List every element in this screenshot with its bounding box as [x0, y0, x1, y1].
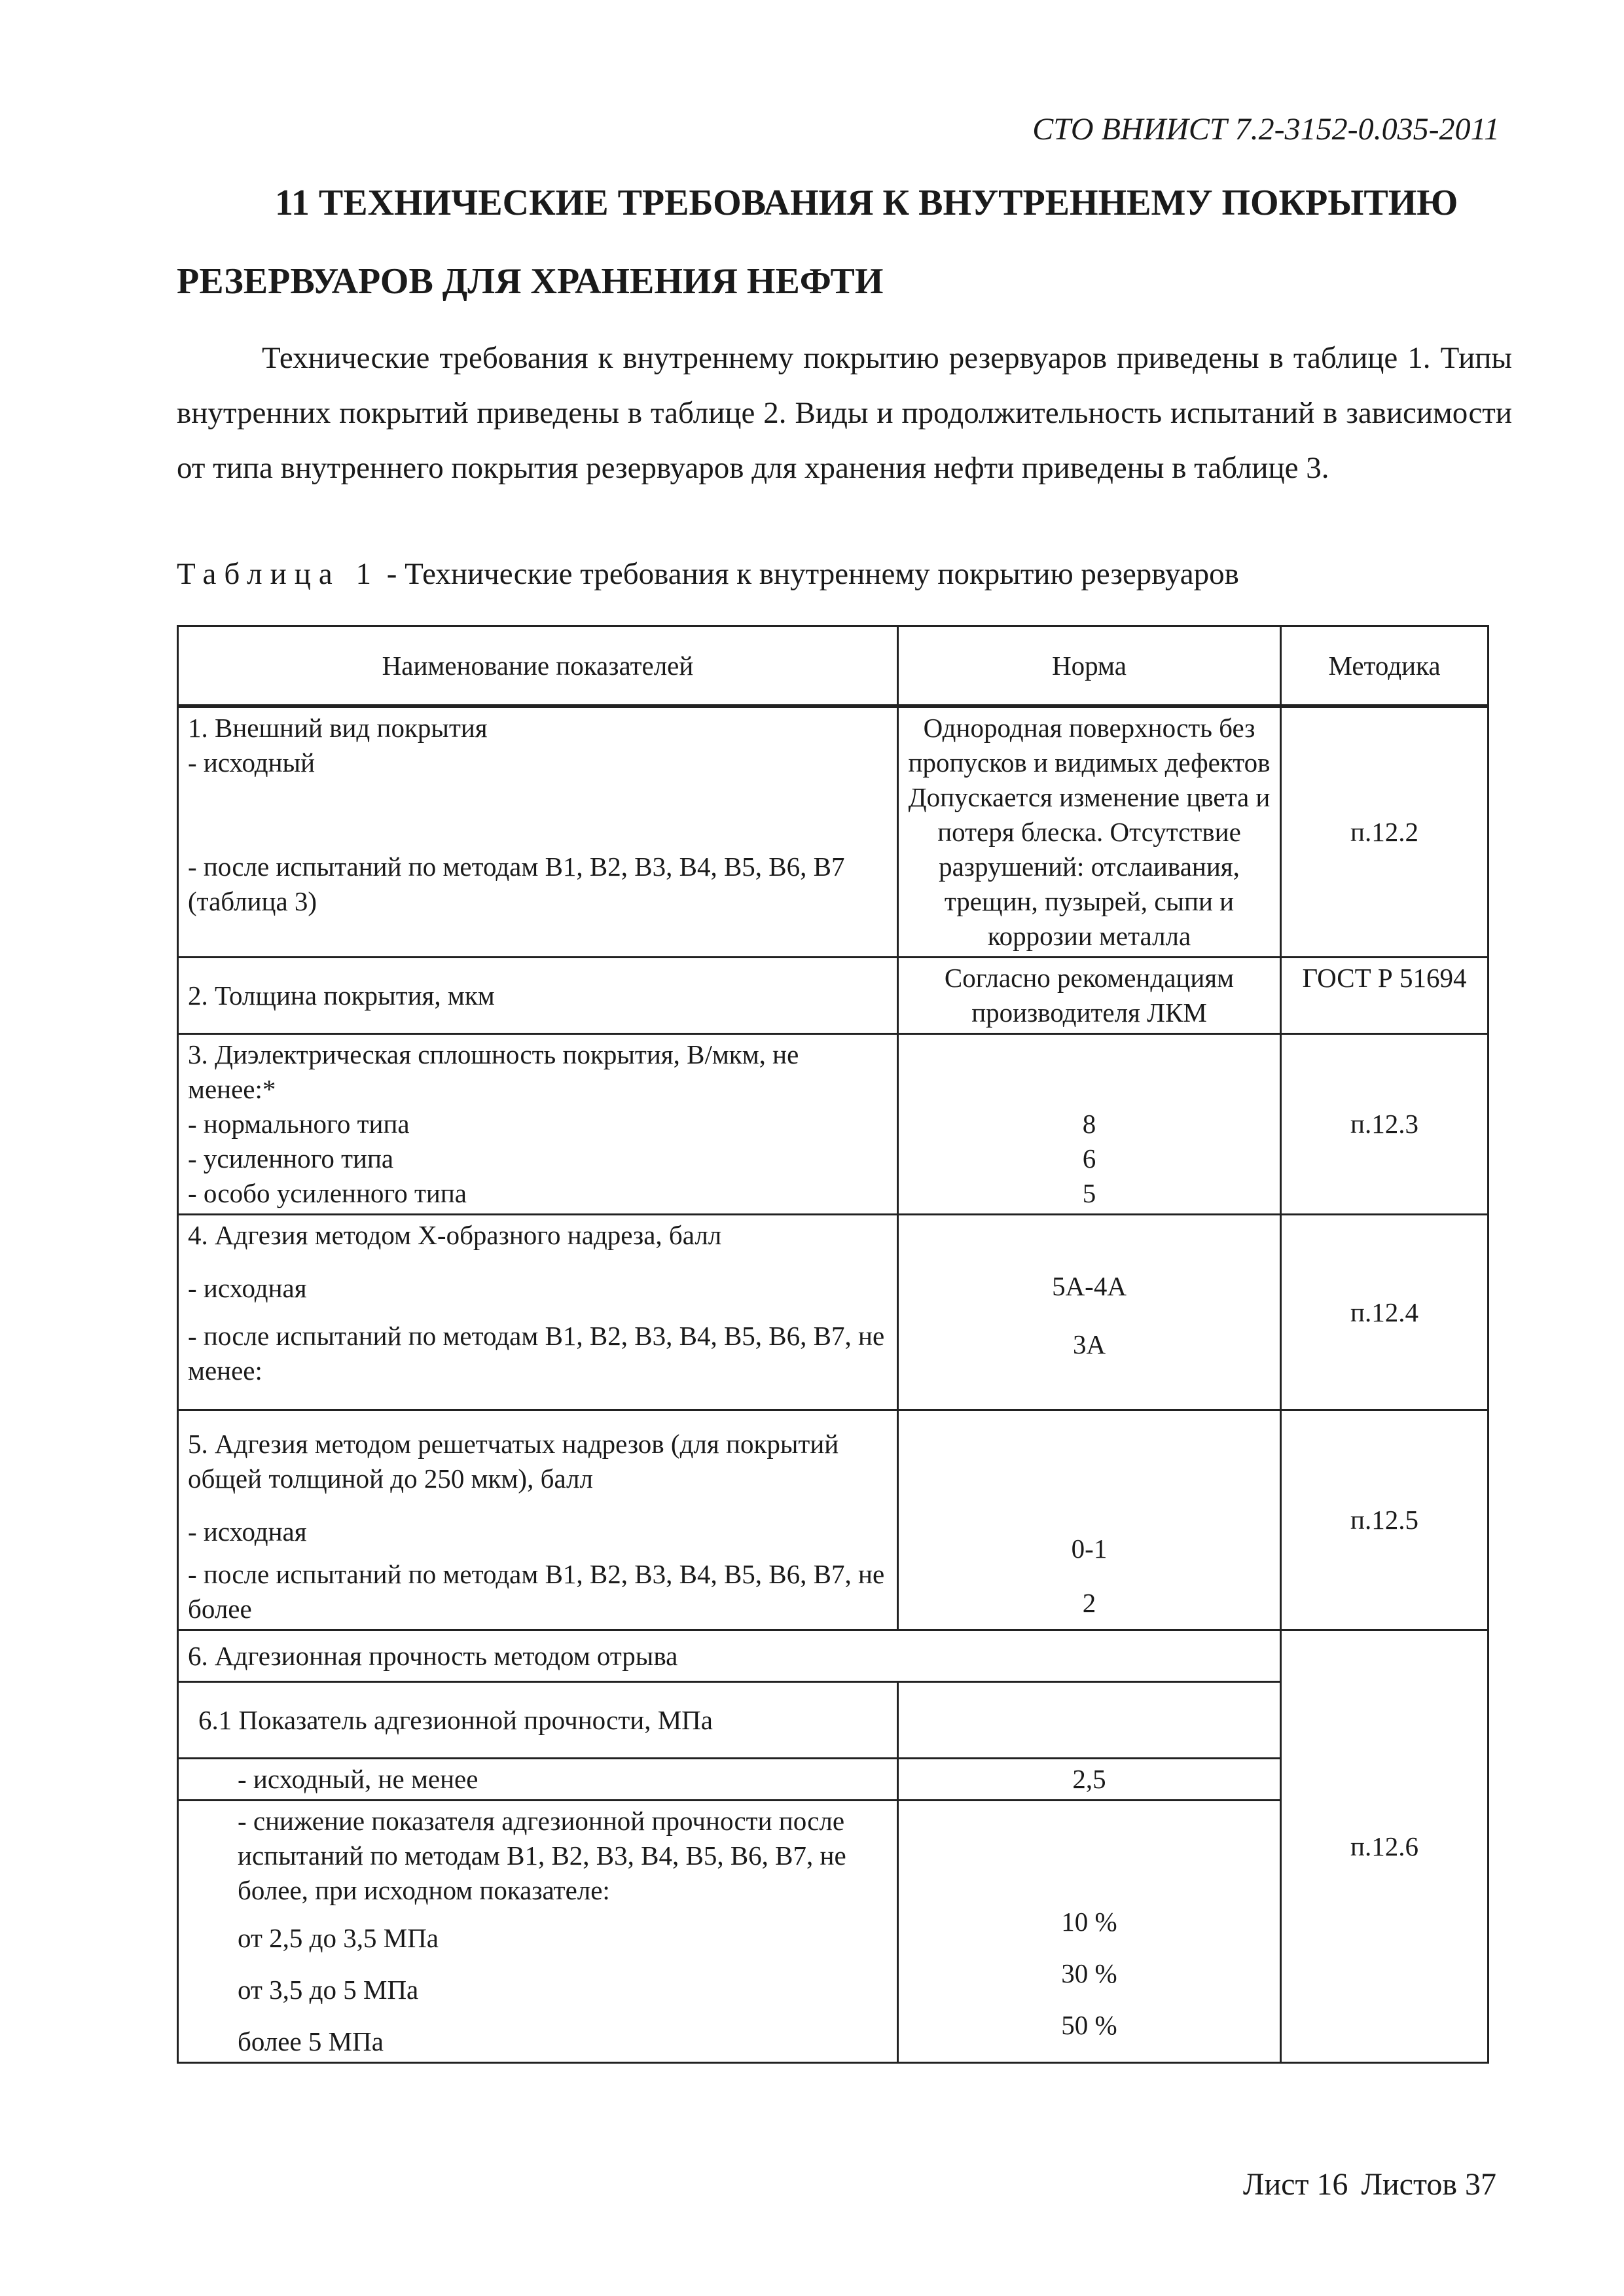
- table-row: [178, 706, 1489, 958]
- table-caption: [177, 556, 1239, 592]
- row3-sub-normal: - нормального типа: [188, 1109, 410, 1139]
- row3-sub-reinforced: - усиленного типа: [188, 1143, 394, 1174]
- table-header-row: [178, 626, 1489, 707]
- header-norm: Норма: [898, 626, 1281, 707]
- row1-method: п.12.2: [1281, 706, 1489, 958]
- requirements-table: [177, 625, 1489, 2064]
- row4-title: 4. Адгезия методом Х-образного надреза, балл: [188, 1220, 722, 1250]
- row5-title: 5. Адгезия методом решетчатых надрезов (для покрытий общей толщиной до 250 мкм), балл: [188, 1429, 839, 1494]
- row6-1-norm: [898, 1682, 1281, 1759]
- row6-range-2: от 3,5 до 5 МПа: [238, 1975, 419, 2005]
- row6-method: п.12.6: [1281, 1630, 1489, 2063]
- row5-method: п.12.5: [1281, 1410, 1489, 1630]
- row6-decrease-text: - снижение показателя адгезионной прочности после испытаний по методам В1, В2, В3, В4, В5, В6, В7, не более, при исходном показателе:: [238, 1806, 846, 1905]
- row3-val-normal: 8: [1082, 1109, 1096, 1139]
- row5-sub-initial: - исходная: [188, 1516, 307, 1547]
- row4-sub-initial: - исходная: [188, 1273, 307, 1303]
- row5-val-initial: 0-1: [1071, 1534, 1108, 1564]
- row6-val-2: 30 %: [1061, 1958, 1117, 1988]
- table-row: [178, 1034, 1489, 1215]
- row2-indicator: 2. Толщина покрытия, мкм: [178, 958, 898, 1034]
- row3-norm: [898, 1034, 1281, 1215]
- table-row: [178, 1215, 1489, 1410]
- row3-val-extra: 5: [1082, 1178, 1096, 1208]
- row6-initial-val: 2,5: [898, 1759, 1281, 1801]
- header-method: Методика: [1281, 626, 1489, 707]
- row1-title: 1. Внешний вид покрытия: [188, 713, 488, 743]
- table-caption-label: Таблица 1: [177, 557, 380, 591]
- table-row: [178, 1630, 1489, 1682]
- row6-range-1: от 2,5 до 3,5 МПа: [238, 1923, 439, 1953]
- row6-val-1: 10 %: [1061, 1907, 1117, 1937]
- row5-norm: [898, 1410, 1281, 1630]
- header-indicator: Наименование показателей: [178, 626, 898, 707]
- row1-norm-initial: Однородная поверхность без пропусков и видимых дефектов: [908, 713, 1271, 778]
- row2-norm: Согласно рекомендациям производителя ЛКМ: [898, 958, 1281, 1034]
- intro-paragraph: Технические требования к внутреннему покрытию резервуаров приведены в таблице 1. Типы внутренних покрытий приведены в таблице 2. Виды и продолжительность испытаний в зависимости от типа внутреннего покрытия резервуаров для хранения нефти приведены в таблице 3.: [177, 341, 1512, 485]
- section-title-line-1: 11 ТЕХНИЧЕСКИЕ ТРЕБОВАНИЯ К ВНУТРЕННЕМУ ПОКРЫТИЮ: [275, 183, 1458, 223]
- row6-val-3: 50 %: [1061, 2010, 1117, 2040]
- row4-val-initial: 5А-4А: [1052, 1271, 1127, 1301]
- row3-method: п.12.3: [1281, 1034, 1489, 1215]
- row2-method: ГОСТ Р 51694: [1281, 958, 1489, 1034]
- table-row: [178, 1410, 1489, 1630]
- section-title-line-2: РЕЗЕРВУАРОВ ДЛЯ ХРАНЕНИЯ НЕФТИ: [177, 261, 884, 302]
- row3-title: 3. Диэлектрическая сплошность покрытия, В/мкм, не менее:*: [188, 1039, 799, 1104]
- page-footer: [1230, 2166, 1496, 2202]
- row5-sub-after: - после испытаний по методам В1, В2, В3, В4, В5, В6, В7, не более: [188, 1559, 885, 1624]
- row4-sub-after: - после испытаний по методам В1, В2, В3, В4, В5, В6, В7, не менее:: [188, 1321, 885, 1386]
- row6-decrease: [178, 1801, 898, 2063]
- row4-val-after: 3А: [1072, 1329, 1106, 1359]
- table-row: [178, 958, 1489, 1034]
- row3-sub-extra: - особо усиленного типа: [188, 1178, 467, 1208]
- row1-sub-initial: - исходный: [188, 747, 316, 778]
- row5-val-after: 2: [1082, 1588, 1096, 1618]
- row6-title: 6. Адгезионная прочность методом отрыва: [178, 1630, 1281, 1682]
- row5-indicator: [178, 1410, 898, 1630]
- row6-initial: - исходный, не менее: [178, 1759, 898, 1801]
- row6-range-3: более 5 МПа: [238, 2026, 384, 2056]
- table-caption-text: - Технические требования к внутреннему покрытию резервуаров: [379, 557, 1239, 591]
- section-title: [177, 164, 1512, 321]
- row4-method: п.12.4: [1281, 1215, 1489, 1410]
- row6-decrease-vals: [898, 1801, 1281, 2063]
- document-code: СТО ВНИИСТ 7.2-3152-0.035-2011: [1032, 112, 1500, 147]
- sheet-number: Лист 16: [1242, 2167, 1348, 2202]
- row1-norm: [898, 706, 1281, 958]
- sheet-total: Листов 37: [1361, 2167, 1496, 2202]
- row4-indicator: [178, 1215, 898, 1410]
- row6-1-title: 6.1 Показатель адгезионной прочности, МПа: [178, 1682, 898, 1759]
- row1-indicator: [178, 706, 898, 958]
- row1-norm-after: Допускается изменение цвета и потеря блеска. Отсутствие разрушений: отслаивания, трещин, пузырей, сыпи и коррозии металла: [908, 782, 1271, 951]
- row3-indicator: [178, 1034, 898, 1215]
- row1-sub-after: - после испытаний по методам В1, В2, В3, В4, В5, В6, В7 (таблица 3): [188, 852, 845, 916]
- row4-norm: [898, 1215, 1281, 1410]
- row3-val-reinforced: 6: [1082, 1143, 1096, 1174]
